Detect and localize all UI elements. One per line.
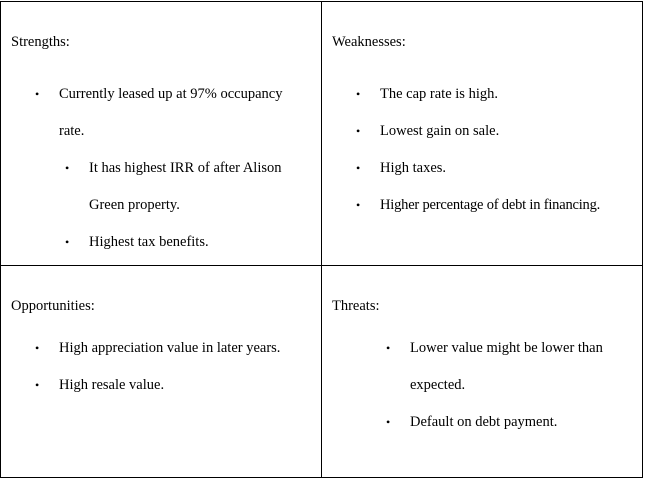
weaknesses-heading: Weaknesses: (332, 34, 406, 50)
list-item (1, 224, 321, 261)
list-item-text: The cap rate is high. (380, 86, 498, 102)
bullet-icon: • (35, 341, 40, 355)
strengths-cell (1, 2, 322, 266)
list-item-text: Default on debt payment. (410, 414, 558, 430)
bullet-icon: • (65, 161, 70, 175)
bullet-icon: • (356, 87, 361, 101)
list-item-text: Highest tax benefits. (89, 234, 209, 250)
strengths-heading: Strengths: (11, 34, 70, 50)
threats-cell (322, 266, 643, 478)
bullet-icon: • (35, 87, 40, 101)
bullet-icon: • (386, 341, 391, 355)
list-item (1, 150, 321, 224)
bullet-icon: • (35, 378, 40, 392)
list-item-text: Currently leased up at 97% occupancy rate. (59, 86, 283, 139)
list-item (1, 330, 321, 367)
opportunities-list (1, 330, 321, 404)
list-item (322, 113, 642, 150)
weaknesses-list (322, 76, 642, 224)
threats-list (322, 330, 642, 441)
list-item (1, 76, 321, 150)
swot-table (0, 1, 643, 478)
bullet-icon: • (356, 198, 361, 212)
list-item-text: Higher percentage of debt in financing. (380, 197, 601, 213)
opportunities-heading: Opportunities: (11, 298, 95, 314)
list-item (322, 76, 642, 113)
list-item (322, 330, 642, 404)
weaknesses-cell (322, 2, 643, 266)
list-item (1, 367, 321, 404)
strengths-list (1, 76, 321, 261)
list-item (322, 404, 642, 441)
list-item-text: Lower value might be lower than expected. (410, 340, 603, 393)
bullet-icon: • (386, 415, 391, 429)
opportunities-cell (1, 266, 322, 478)
bullet-icon: • (356, 161, 361, 175)
bullet-icon: • (65, 235, 70, 249)
list-item-text: High taxes. (380, 160, 447, 176)
list-item-text: It has highest IRR of after Alison Green property. (89, 160, 282, 213)
bullet-icon: • (356, 124, 361, 138)
list-item (322, 150, 642, 187)
threats-heading: Threats: (332, 298, 380, 314)
list-item-text: High appreciation value in later years. (59, 340, 281, 356)
list-item-text: High resale value. (59, 377, 165, 393)
list-item (322, 187, 642, 224)
list-item-text: Lowest gain on sale. (380, 123, 500, 139)
